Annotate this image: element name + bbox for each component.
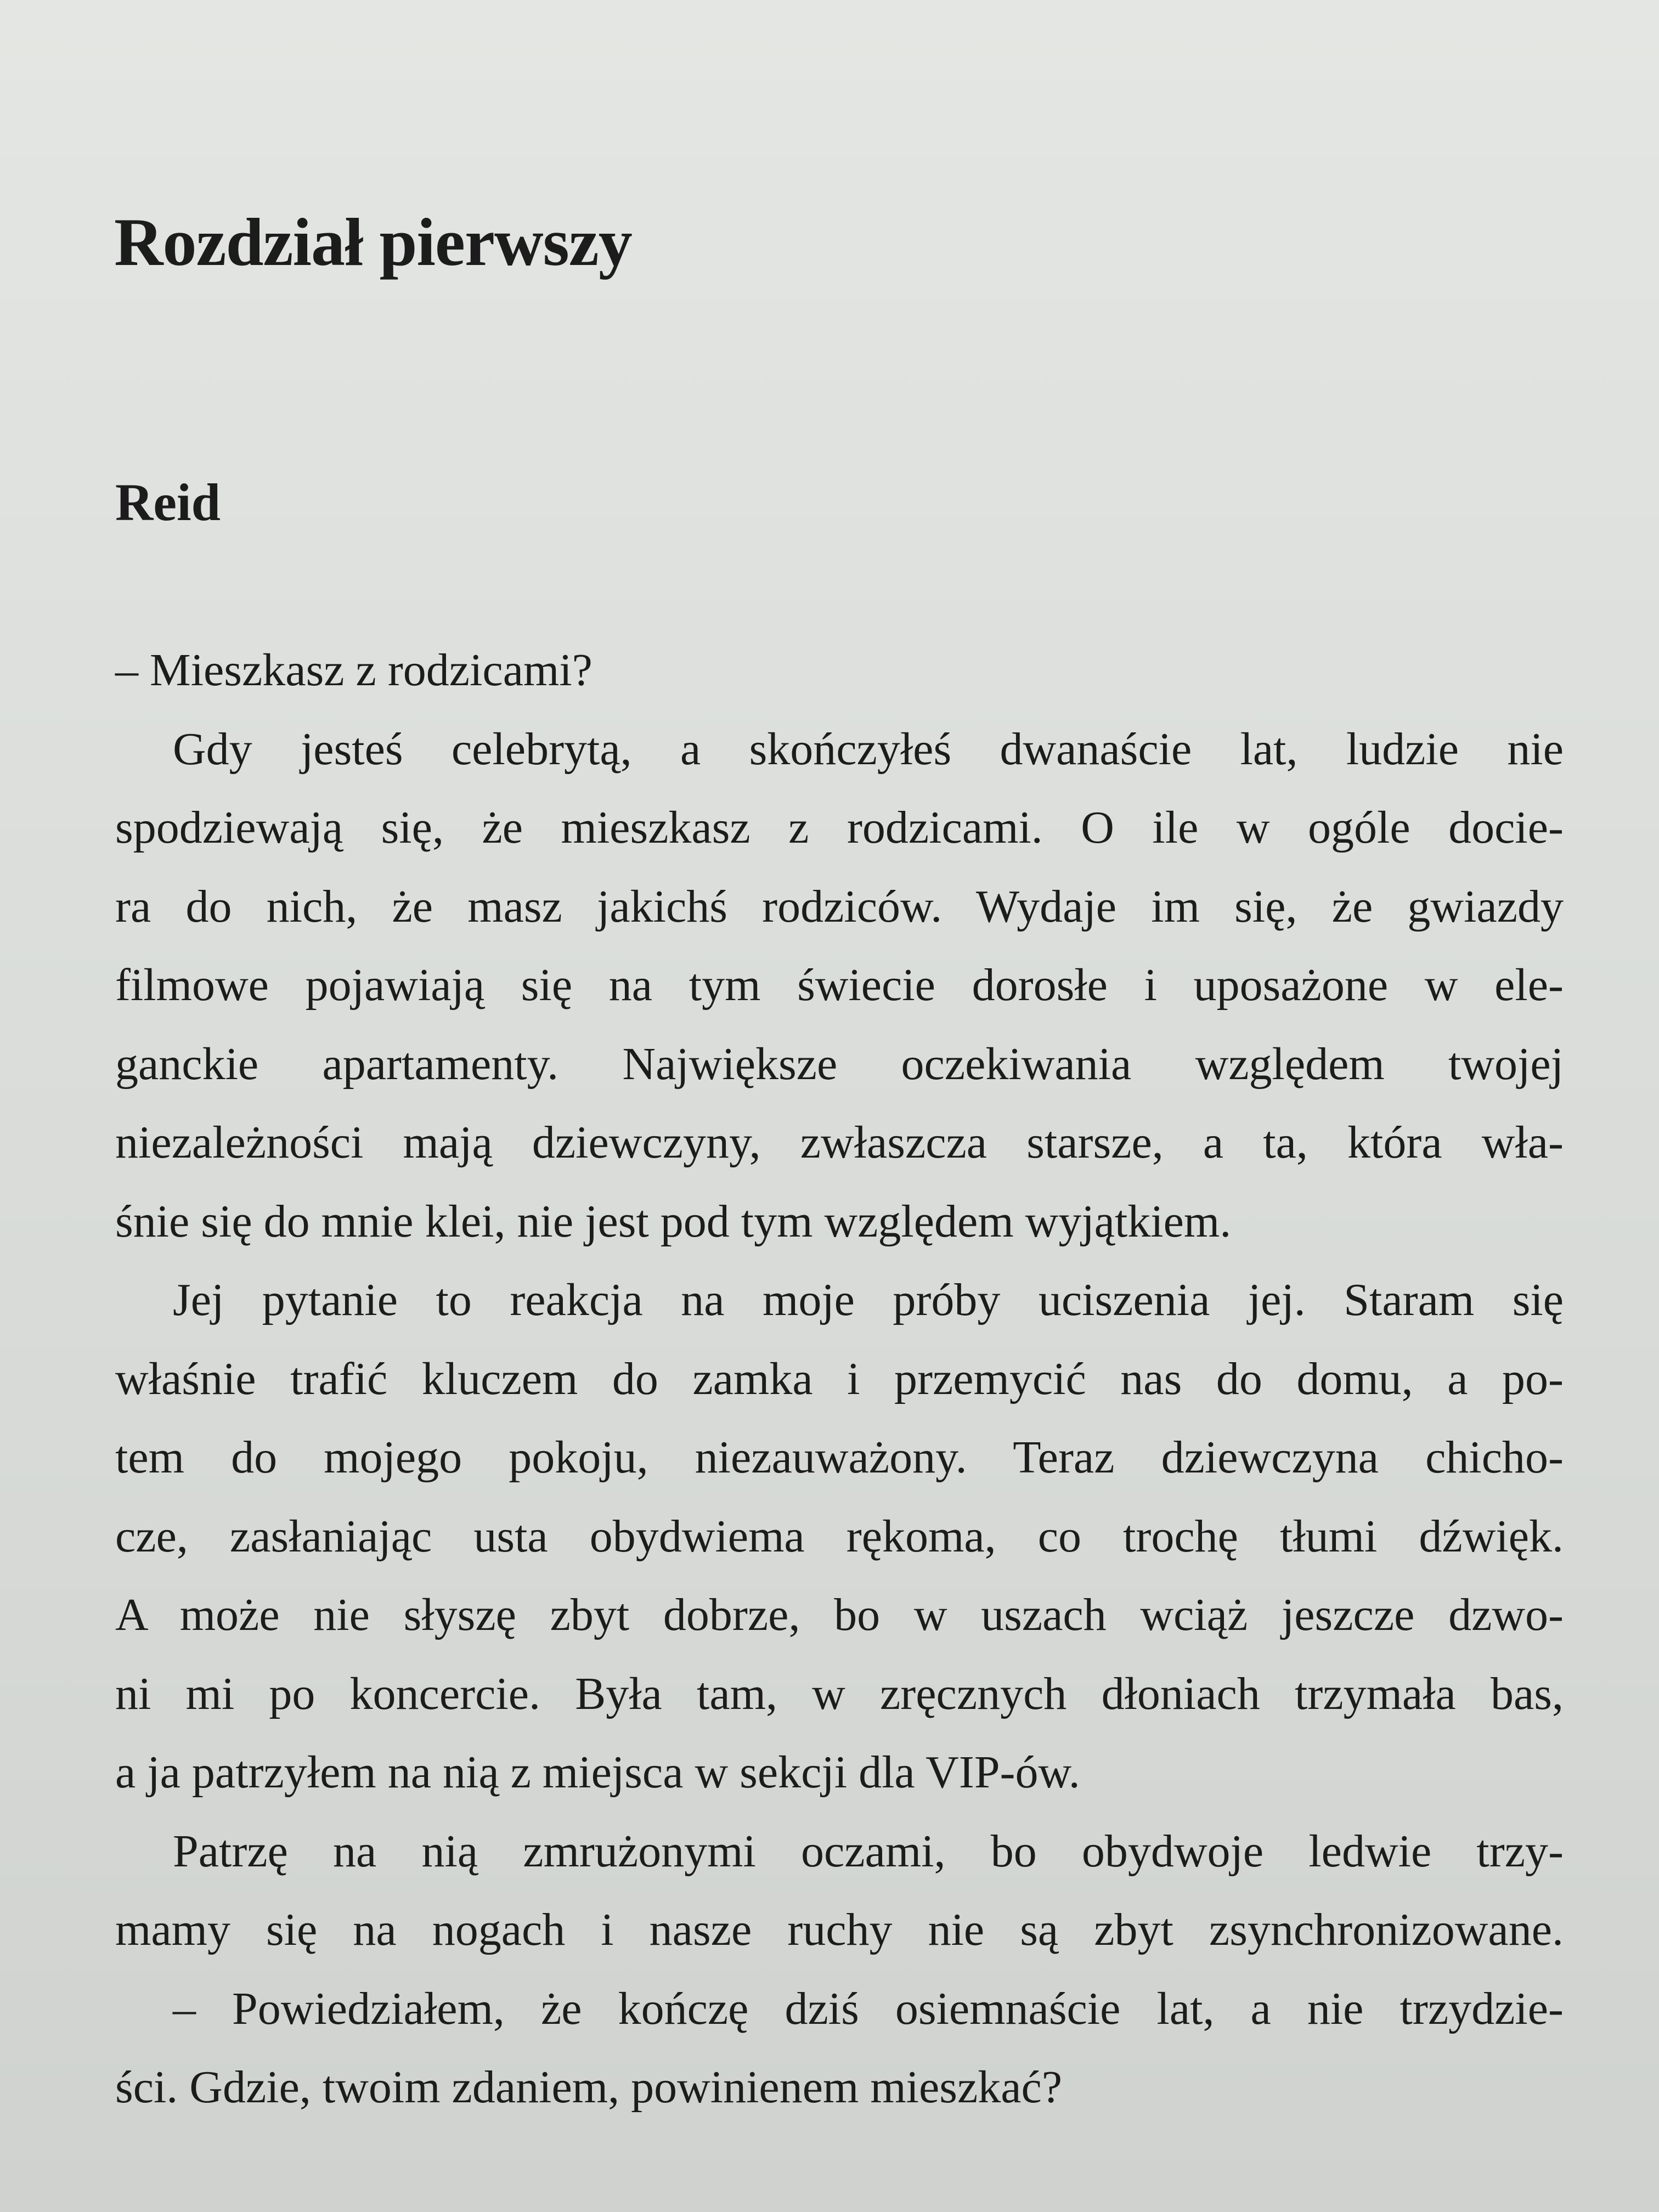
text-line: właśnie trafić kluczem do zamka i przemycić nas do domu, a po- [115, 1353, 1564, 1404]
text-line: śnie się do mnie klei, nie jest pod tym względem wyjątkiem. [115, 1195, 1232, 1247]
chapter-title: Rozdział pierwszy [114, 205, 632, 280]
text-line: mamy się na nogach i nasze ruchy nie są zbyt zsynchronizowane. [115, 1904, 1564, 1955]
text-line: ra do nich, że masz jakichś rodziców. Wydaje im się, że gwiazdy [115, 881, 1564, 932]
text-line: – Mieszkasz z rodzicami? [115, 645, 592, 696]
text-line: filmowe pojawiają się na tym świecie dorosłe i uposażone w ele- [115, 960, 1564, 1011]
text-line: – Powiedziałem, że kończę dziś osiemnaście lat, a nie trzydzie- [173, 1983, 1564, 2034]
chapter-body-text [115, 631, 1564, 2127]
text-line: spodziewają się, że mieszkasz z rodzicami. O ile w ogóle docie- [115, 802, 1564, 853]
text-line: tem do mojego pokoju, niezauważony. Teraz dziewczyna chicho- [115, 1432, 1564, 1483]
text-line: niezależności mają dziewczyny, zwłaszcza starsze, a ta, która wła- [115, 1117, 1564, 1168]
text-line: ganckie apartamenty. Największe oczekiwania względem twojej [115, 1038, 1564, 1090]
text-line: cze, zasłaniając usta obydwiema rękoma, co trochę tłumi dźwięk. [115, 1510, 1564, 1562]
text-line: Patrzę na nią zmrużonymi oczami, bo obydwoje ledwie trzy- [173, 1825, 1564, 1877]
text-line: ści. Gdzie, twoim zdaniem, powinienem mieszkać? [115, 2062, 1063, 2113]
text-line: Gdy jesteś celebrytą, a skończyłeś dwanaście lat, ludzie nie [173, 723, 1564, 775]
text-line: a ja patrzyłem na nią z miejsca w sekcji dla VIP-ów. [115, 1747, 1080, 1798]
text-line: ni mi po koncercie. Była tam, w zręcznych dłoniach trzymała bas, [115, 1668, 1564, 1719]
pov-character-heading: Reid [115, 473, 221, 532]
text-line: Jej pytanie to reakcja na moje próby uciszenia jej. Staram się [173, 1274, 1564, 1325]
text-line: A może nie słyszę zbyt dobrze, bo w uszach wciąż jeszcze dzwo- [115, 1589, 1564, 1640]
